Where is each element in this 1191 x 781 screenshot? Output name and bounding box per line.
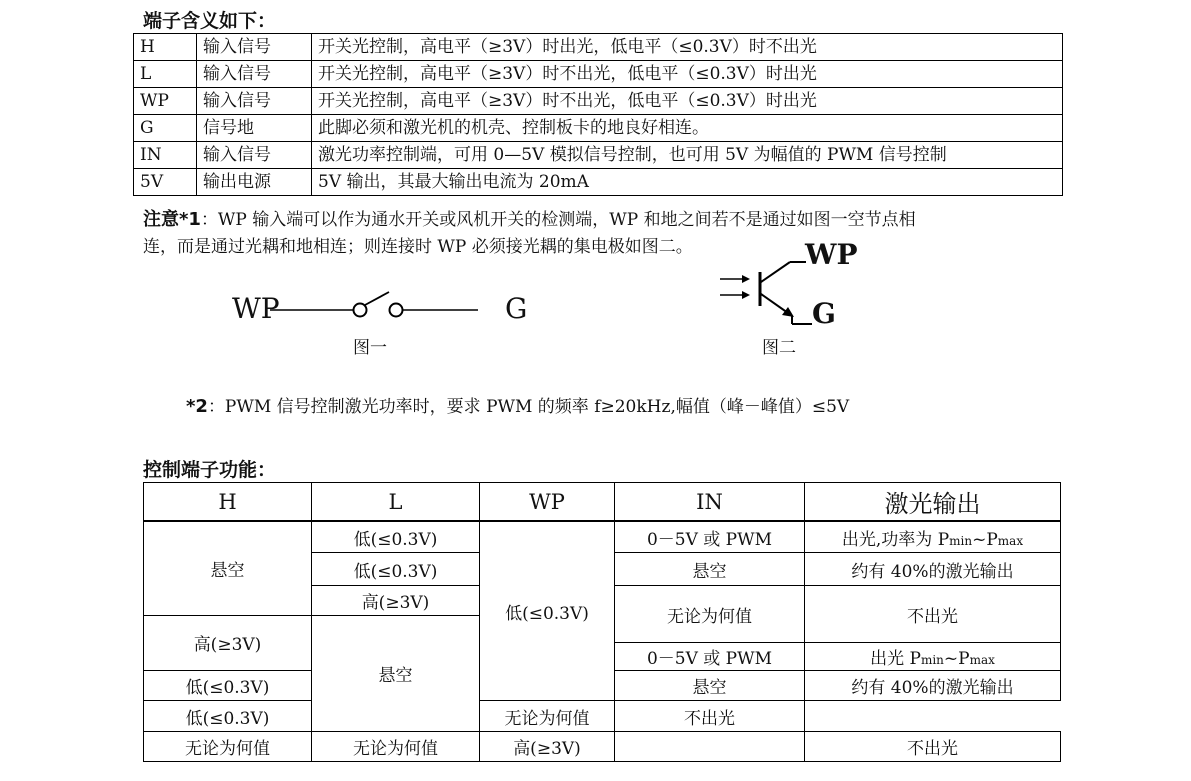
cell-output: 不出光	[805, 731, 1061, 761]
note-2	[186, 393, 849, 421]
terminal-desc: 激光功率控制端，可用 0—5V 模拟信号控制，也可用 5V 为幅值的 PWM 信号控制	[312, 142, 1063, 169]
cell-l-float: 悬空	[312, 615, 480, 731]
cell-output: 出光,功率为 Pmin~Pmax	[805, 521, 1061, 552]
figure2-caption: 图二	[762, 338, 796, 358]
header-h: H	[144, 483, 312, 522]
cell-h-low: 低(≤0.3V)	[144, 701, 312, 731]
cell-l-low: 低(≤0.3V)	[312, 553, 480, 586]
terminal-name: G	[134, 115, 197, 142]
figure2-wp-label: WP	[805, 238, 858, 271]
terminal-name: IN	[134, 142, 197, 169]
table-row	[144, 701, 1061, 731]
cell-h-low: 低(≤0.3V)	[144, 671, 312, 701]
terminal-desc: 5V 输出，其最大输出电流为 20mA	[312, 169, 1063, 196]
header-l: L	[312, 483, 480, 522]
table-row	[134, 142, 1063, 169]
cell-output: 约有 40%的激光输出	[805, 553, 1061, 586]
cell-output: 出光 Pmin~Pmax	[805, 642, 1061, 670]
header-in: IN	[615, 483, 805, 522]
terminal-desc: 开关光控制，高电平（≥3V）时出光，低电平（≤0.3V）时不出光	[312, 34, 1063, 61]
header-wp: WP	[480, 483, 615, 522]
note-2-text: ：PWM 信号控制激光功率时，要求 PWM 的频率 f≥20kHz,幅值（峰－峰值）≤5V	[207, 397, 850, 417]
cell-in: 悬空	[615, 671, 805, 701]
table-row	[134, 88, 1063, 115]
terminal-name: 5V	[134, 169, 197, 196]
table-row	[134, 61, 1063, 88]
terminal-desc: 此脚必须和激光机的机壳、控制板卡的地良好相连。	[312, 115, 1063, 142]
cell-in: 0－5V 或 PWM	[615, 521, 805, 552]
note-1	[143, 206, 916, 234]
function-heading: 控制端子功能：	[143, 459, 277, 481]
table-row	[134, 115, 1063, 142]
function-table	[143, 482, 1061, 762]
cell-in: 悬空	[615, 553, 805, 586]
table-header-row	[144, 483, 1061, 522]
table-row	[134, 169, 1063, 196]
cell-wp-high: 高(≥3V)	[480, 731, 615, 761]
terminal-name: WP	[134, 88, 197, 115]
figure1-wp-label: WP	[232, 292, 280, 325]
cell-wp-low: 低(≤0.3V)	[480, 521, 615, 701]
cell-l-low: 低(≤0.3V)	[312, 521, 480, 552]
terminal-name: H	[134, 34, 197, 61]
terminal-type: 输入信号	[197, 61, 312, 88]
figure1-caption: 图一	[353, 338, 387, 358]
cell-in	[615, 731, 805, 761]
figure2-g-label: G	[812, 297, 836, 330]
cell-h-high: 高(≥3V)	[144, 615, 312, 670]
cell-in: 无论为何值	[615, 586, 805, 642]
terminal-desc: 开关光控制，高电平（≥3V）时不出光，低电平（≤0.3V）时出光	[312, 88, 1063, 115]
cell-h-float: 悬空	[144, 521, 312, 615]
terminal-type: 输入信号	[197, 88, 312, 115]
terminal-type: 输出电源	[197, 169, 312, 196]
terminal-name: L	[134, 61, 197, 88]
note-1-line2: 连，而是通过光耦和地相连；则连接时 WP 必须接光耦的集电极如图二。	[143, 237, 693, 257]
note-2-label: *2	[186, 396, 208, 417]
table-row	[144, 521, 1061, 552]
cell-output: 约有 40%的激光输出	[805, 671, 1061, 701]
table-row	[134, 34, 1063, 61]
note-1-line1: ：WP 输入端可以作为通水开关或风机开关的检测端，WP 和地之间若不是通过如图一空节点相	[200, 210, 916, 230]
terminal-desc: 开关光控制，高电平（≥3V）时不出光，低电平（≤0.3V）时出光	[312, 61, 1063, 88]
terminal-type: 信号地	[197, 115, 312, 142]
figure1-g-label: G	[505, 292, 528, 325]
cell-in: 0－5V 或 PWM	[615, 642, 805, 670]
terminal-heading: 端子含义如下：	[143, 10, 277, 32]
terminal-type: 输入信号	[197, 142, 312, 169]
terminal-type: 输入信号	[197, 34, 312, 61]
cell-in: 无论为何值	[480, 701, 615, 731]
cell-output: 不出光	[805, 586, 1061, 642]
cell-l-any: 无论为何值	[312, 731, 480, 761]
terminal-table	[133, 33, 1063, 196]
note-1-label: 注意*1	[143, 209, 201, 230]
cell-l-high: 高(≥3V)	[312, 586, 480, 615]
switch-diagram	[265, 290, 505, 330]
cell-output: 不出光	[615, 701, 805, 731]
cell-h-any: 无论为何值	[144, 731, 312, 761]
table-row	[144, 731, 1061, 761]
header-laser-output: 激光输出	[805, 483, 1061, 522]
